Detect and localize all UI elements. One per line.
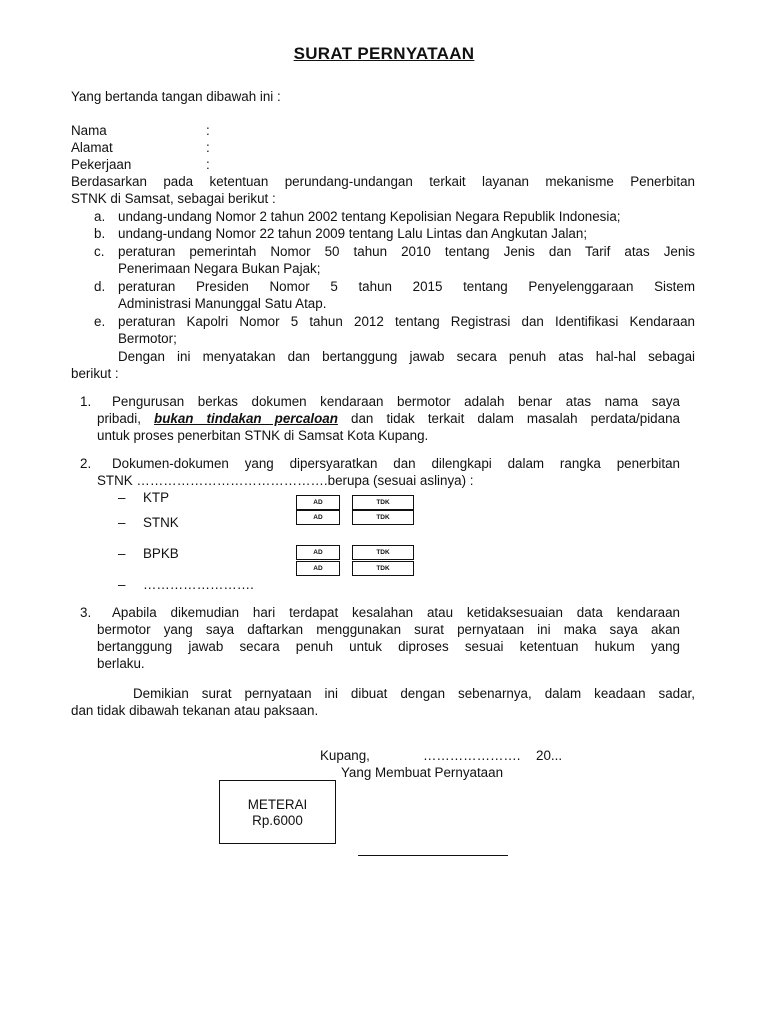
- tdk-checkbox[interactable]: TDK: [352, 561, 414, 576]
- doc-dash: –: [118, 546, 126, 561]
- point-2-line-1: Dokumen-dokumen yang dipersyaratkan dan dilengkapi dalam rangka penerbitan: [112, 456, 680, 471]
- intro-text: Yang bertanda tangan dibawah ini :: [71, 89, 281, 104]
- meterai-label: METERAI: [247, 797, 308, 812]
- doc-name-ktp: KTP: [143, 490, 170, 505]
- closing-line-1: Demikian surat pernyataan ini dibuat dengan sebenarnya, dalam keadaan sadar,: [133, 686, 695, 701]
- doc-dash: –: [118, 577, 126, 592]
- emphasis-no-broker: bukan tindakan percaloan: [154, 411, 338, 426]
- regulation-text: peraturan pemerintah Nomor 50 tahun 2010 tentang Jenis dan Tarif atas Jenis: [118, 244, 695, 259]
- field-colon-pekerjaan: :: [206, 157, 210, 172]
- regulation-marker: e.: [94, 314, 106, 329]
- regulation-text: peraturan Presiden Nomor 5 tahun 2015 tentang Penyelenggaraan Sistem: [118, 279, 695, 294]
- doc-name-bpkb: BPKB: [143, 546, 179, 561]
- regulation-text: peraturan Kapolri Nomor 5 tahun 2012 tentang Registrasi dan Identifikasi Kendaraan: [118, 314, 695, 329]
- ad-checkbox[interactable]: AD: [296, 495, 340, 510]
- regulation-marker: a.: [94, 209, 106, 224]
- regulation-text: Bermotor;: [118, 331, 177, 346]
- point-3-line-1: Apabila dikemudian hari terdapat kesalahan atau ketidaksesuaian data kendaraan: [112, 605, 680, 620]
- regulation-marker: d.: [94, 279, 106, 294]
- ad-checkbox[interactable]: AD: [296, 545, 340, 560]
- signature-year: 20...: [536, 748, 563, 763]
- field-colon-alamat: :: [206, 140, 210, 155]
- meterai-stamp-box: [219, 780, 336, 844]
- point-1-line-2-pre: pribadi,: [97, 411, 141, 426]
- point-marker: 2.: [80, 456, 92, 471]
- signature-line: [358, 855, 508, 856]
- closing-line-2: dan tidak dibawah tekanan atau paksaan.: [71, 703, 319, 718]
- field-colon-nama: :: [206, 123, 210, 138]
- regulation-text: Administrasi Manunggal Satu Atap.: [118, 296, 327, 311]
- point-1-line-2: [97, 410, 680, 427]
- ad-checkbox[interactable]: AD: [296, 561, 340, 576]
- basis-line-2: STNK di Samsat, sebagai berikut :: [71, 191, 276, 206]
- doc-name-blank: …………………….: [143, 577, 254, 592]
- signature-maker: Yang Membuat Pernyataan: [341, 765, 504, 780]
- regulation-text: undang-undang Nomor 22 tahun 2009 tentang Lalu Lintas dan Angkutan Jalan;: [118, 226, 588, 241]
- point-1-line-3: untuk proses penerbitan STNK di Samsat Kota Kupang.: [97, 428, 429, 443]
- tdk-checkbox[interactable]: TDK: [352, 510, 414, 525]
- point-3-line-4: berlaku.: [97, 656, 145, 671]
- regulation-marker: b.: [94, 226, 106, 241]
- regulation-text: Penerimaan Negara Bukan Pajak;: [118, 261, 321, 276]
- ad-checkbox[interactable]: AD: [296, 510, 340, 525]
- field-label-nama: Nama: [71, 123, 107, 138]
- point-3-line-2: bermotor yang saya daftarkan menggunakan surat pernyataan ini maka saya akan: [97, 622, 680, 637]
- basis-line-1: Berdasarkan pada ketentuan perundang-undangan terkait layanan mekanisme Penerbitan: [71, 174, 695, 189]
- declaration-line-2: berikut :: [71, 366, 119, 381]
- point-marker: 3.: [80, 605, 92, 620]
- point-1-line-2-post: dan tidak terkait dalam masalah perdata/pidana: [351, 411, 680, 426]
- signature-place: Kupang,: [320, 748, 370, 763]
- doc-dash: –: [118, 515, 126, 530]
- point-marker: 1.: [80, 394, 92, 409]
- field-label-alamat: Alamat: [71, 140, 113, 155]
- doc-name-stnk: STNK: [143, 515, 179, 530]
- point-3-line-3: bertanggung jawab secara penuh untuk diproses sesuai ketentuan hukum yang: [97, 639, 680, 654]
- signature-date-dots: ………………….: [423, 748, 521, 763]
- doc-dash: –: [118, 490, 126, 505]
- field-label-pekerjaan: Pekerjaan: [71, 157, 132, 172]
- point-2-line-2: STNK …………………………………….berupa (sesuai aslinya) :: [97, 473, 474, 488]
- document-title: SURAT PERNYATAAN: [293, 44, 475, 63]
- point-1-line-1: Pengurusan berkas dokumen kendaraan bermotor adalah benar atas nama saya: [112, 394, 680, 409]
- tdk-checkbox[interactable]: TDK: [352, 545, 414, 560]
- regulation-text: undang-undang Nomor 2 tahun 2002 tentang Kepolisian Negara Republik Indonesia;: [118, 209, 621, 224]
- declaration-line-1: Dengan ini menyatakan dan bertanggung jawab secara penuh atas hal-hal sebagai: [118, 349, 695, 364]
- meterai-value: Rp.6000: [252, 813, 303, 828]
- regulation-marker: c.: [94, 244, 105, 259]
- tdk-checkbox[interactable]: TDK: [352, 495, 414, 510]
